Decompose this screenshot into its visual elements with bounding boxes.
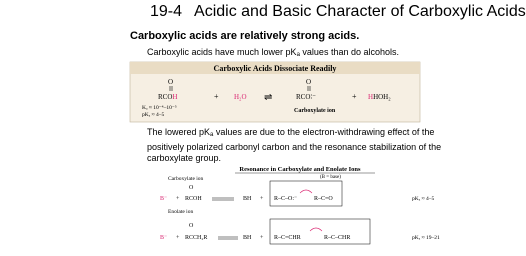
dissociation-svg: [130, 62, 420, 122]
fig2-enolate-label: Enolate ion: [168, 209, 194, 215]
fig2-r1-acid: RCOH: [185, 196, 202, 202]
paragraph-explanation: [147, 127, 441, 165]
fig2-r2-curved-arrow: [310, 228, 322, 231]
dissociation-figure: [130, 62, 420, 122]
fig2-r2-struct-a: R–C=CHR: [274, 235, 301, 241]
fig2-r2-plus: +: [176, 235, 180, 241]
para2-line3: carboxylate group.: [147, 153, 222, 163]
fig2-r1-base: B⁻: [160, 196, 168, 202]
para1-sub: a: [296, 52, 300, 58]
fig1-water: H₂O: [234, 93, 247, 101]
fig1-rcooh: RCOH: [158, 93, 178, 101]
fig1-ka: Kₐ ≈ 10⁻⁴–10⁻⁵: [142, 105, 177, 111]
section-number: 19-4: [150, 3, 183, 20]
fig1-equilibrium-arrow: ⇌: [264, 92, 273, 103]
fig1-title: Carboxylic Acids Dissociate Readily: [213, 64, 337, 73]
fig2-r2-pka: pKₐ ≈ 19–21: [412, 235, 440, 241]
fig1-carboxylate-label: Carboxylate ion: [294, 108, 336, 114]
slide-title: [150, 3, 526, 21]
paragraph-pka: [147, 47, 399, 62]
fig1-plus-1: +: [214, 92, 219, 101]
resonance-figure: [150, 163, 450, 251]
fig2-r1-struct-a: R–C–O:⁻: [274, 196, 298, 202]
fig2-r2-acid: RCCH₂R: [185, 235, 208, 241]
para2-line2: positively polarized carbonyl carbon and the resonance stabilization of the: [147, 141, 442, 152]
fig1-carboxylate: RCO∶⁻: [296, 93, 316, 101]
fig2-r2-base: B⁻: [160, 235, 168, 241]
para2-line1: The lowered $pK_a$ values are due to the electron-withdrawing effect of the: [147, 127, 435, 138]
fig2-r1-pka: pKₐ ≈ 4–5: [412, 196, 435, 202]
fig2-r1-bh: BH: [243, 196, 252, 202]
fig1-o-top-2: O: [306, 78, 312, 86]
fig2-r2-bh: BH: [243, 235, 252, 241]
fig1-o-top: O: [168, 78, 174, 86]
fig1-pka: pKₐ ≈ 4–5: [142, 112, 165, 118]
para1-text-post: values than do alcohols.: [299, 47, 399, 57]
fig2-r1-curved-arrow: [300, 190, 312, 193]
fig2-r1-plus: +: [176, 196, 180, 202]
fig2-r2-o: O: [189, 223, 194, 229]
fig2-r1-plus2: +: [260, 196, 264, 202]
slide-heading: Carboxylic acids are relatively strong acids.: [130, 30, 360, 42]
para1-text-pre: Carboxylic acids have much lower pK: [147, 47, 297, 57]
fig1-plus-2: +: [352, 92, 357, 101]
fig2-b-base: (B = base): [320, 175, 341, 180]
fig2-r1-resonance-box: [270, 181, 342, 206]
fig2-r1-o: O: [189, 185, 194, 191]
fig2-r1-struct-b: R–C=O: [314, 196, 333, 202]
section-title: Acidic and Basic Character of Carboxylic Acids: [194, 3, 526, 20]
fig2-carboxylate-label: Carboxylate ion: [168, 176, 204, 182]
resonance-svg: [150, 163, 450, 251]
fig2-title: Resonance in Carboxylate and Enolate Ions: [239, 166, 361, 173]
fig1-hoh2: HHOH₂: [368, 93, 391, 101]
fig2-r2-plus2: +: [260, 235, 264, 241]
fig2-r2-struct-b: R–C–CHR: [324, 235, 351, 241]
